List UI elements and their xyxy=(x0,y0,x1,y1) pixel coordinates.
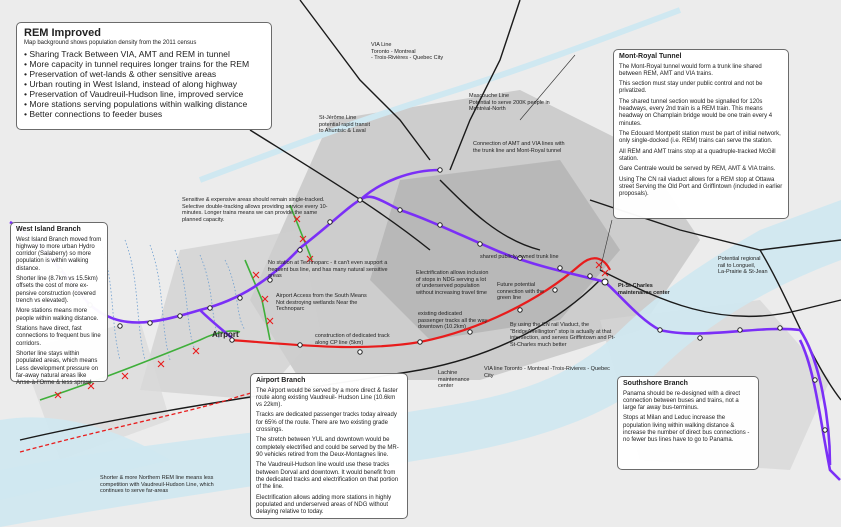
cn-viaduct-note: By using the CN rail Viaduct, the "Bridge/Wellington" stop is actually at that intersection, and serves Griffintown and Pt-St-Charles much better xyxy=(510,322,616,349)
green-line-connection-note: Future potential connection with the green line xyxy=(497,282,545,302)
improvement-item: • Urban routing in West Island, instead of along highway xyxy=(24,80,264,90)
mont-royal-paragraph: The Mont-Royal tunnel would form a trunk line shared between REM, AMT and VIA trains. xyxy=(619,63,762,77)
mont-royal-paragraph: The Edouard Montpetit station must be part of initial network, only single-docked (i.e. REM) trains can serve the station. xyxy=(619,131,781,145)
title-legend-box xyxy=(16,22,272,130)
southshore-paragraph: Stops at Milan and Leduc increase the population living within walking distance & increase the number of direct bus connections - no fewer bus lines have to go to Panama. xyxy=(623,415,750,444)
technoparc-note: No station at Technoparc - it can't even support a frequent bus line, and has many natural sensitive areas xyxy=(268,260,388,280)
southshore-branch-box xyxy=(617,376,759,470)
airport-access-note: Airport Access from the South Means Not destroying wetlands Near the Technoparc xyxy=(276,293,367,313)
mont-royal-heading: Mont-Royal Tunnel xyxy=(619,53,682,60)
map-title: REM Improved xyxy=(24,27,102,39)
west-island-paragraph: Shorter line (8.7km vs 15.5km) offsets the cost of more ex-pensive construction (covered trench vs elevated). xyxy=(16,276,98,305)
mont-royal-paragraph: This section must stay under public control and not be privatized. xyxy=(619,81,763,95)
amt-via-connection-note: Connection of AMT and VIA lines with the trunk line and Mont-Royal tunnel xyxy=(473,141,565,154)
improvement-item: • Preservation of wet-lands & other sensitive areas xyxy=(24,70,264,80)
west-island-heading: West Island Branch xyxy=(16,226,81,233)
improvement-item: • More stations serving populations within walking distance xyxy=(24,100,264,110)
via-line-north-label: VIA Line Toronto - Montreal - Trois-Rivières - Quebec City xyxy=(371,42,444,62)
airport-paragraph: Electrification allows adding more stations in highly populated and underserved areas of NDG without delaying relative to today. xyxy=(256,494,392,516)
map-subtitle: Map background shows population density from the 2011 census xyxy=(24,40,197,47)
improvement-item: • Preservation of Vaudreuil-Hudson line, improved service xyxy=(24,90,264,100)
electrification-note: Electrification allows inclusion of stops in NDG serving a lot of underserved population without increasing travel time xyxy=(416,270,489,297)
mont-royal-paragraph: All REM and AMT trains stop at a quadruple-tracked McGill station. xyxy=(619,148,776,162)
mont-royal-paragraph: Using The CN rail viaduct allows for a REM stop at Ottawa street Serving the Old Port and Griffintown (included in earlier proposals). xyxy=(619,176,783,198)
st-jerome-line-label: St-Jérôme Line potential rapid transit to Ahuntsic & Laval xyxy=(319,115,371,135)
west-island-branch-box xyxy=(10,222,108,387)
sensitive-areas-note: Sensitive & expensive areas should remain single-tracked. Selective double-tracking allows providing service every 10-minutes. Longer trains means we can provide the same planned capacity. xyxy=(182,197,328,224)
improvement-item: • Sharing Track Between VIA, AMT and REM in tunnel xyxy=(24,50,264,60)
regional-rail-label: Potential regional rail to Longueil, La-Prairie & St-Jean xyxy=(718,256,768,276)
via-line-south-label: VIA line Toronto - Montreal -Trois-Rivieres - Quebec City xyxy=(484,366,610,379)
west-island-paragraph: More stations means more people within walking distance. xyxy=(16,308,99,322)
improvement-item: • Better connections to feeder buses xyxy=(24,110,264,120)
airport-paragraph: The Airport would be served by a more direct & faster route along existing Vaudreuil- Hudson Line (10.6km vs 22km). xyxy=(256,387,398,409)
lachine-maintenance-label: Lachine maintenance center xyxy=(438,370,470,390)
mont-royal-tunnel-box xyxy=(613,49,789,219)
west-island-paragraph: West Island Branch moved from highway to more urban Hydro corridor (Salaberry) so more population is within walking distance. xyxy=(16,236,102,272)
southshore-paragraph: Panama should be re-designed with a direct connection between buses and trains, not a large far away bus-terminus. xyxy=(623,390,741,412)
pt-st-charles-label: Pt-St-Charles maintenance center xyxy=(618,283,670,296)
improvements-list xyxy=(24,50,264,120)
mascouche-line-label: Mascouche Line Potential to serve 200K people in Montréal-North xyxy=(469,93,550,113)
west-island-paragraph: Shorter line stays within populated areas, which means Less development pressure on far-away natural areas like Anse-à-l'Orme & less sprawl. xyxy=(16,350,99,387)
mont-royal-paragraph: Gare Centrale would be served by REM, AMT & VIA trains. xyxy=(619,166,776,173)
airport-paragraph: The stretch between YUL and downtown would be completely electrified and could be served by the MR-90 vehicles retired from the Deux-Montagnes line. xyxy=(256,437,399,459)
shorter-rem-note: Shorter & more Northern REM line means less competition with Vaudreuil-Hudson Line, which continues to serve far-areas xyxy=(100,475,214,495)
improvement-item: • More capacity in tunnel requires longer trains for the REM xyxy=(24,60,264,70)
airport-paragraph: Tracks are dedicated passenger tracks today already for 65% of the route. There are two existing grade crossings. xyxy=(256,412,397,434)
airport-branch-box xyxy=(250,373,408,519)
shared-trunk-line-label: shared publicly-owned trunk line xyxy=(480,254,559,260)
mont-royal-paragraph: The shared tunnel section would be signalled for 120s headways, every 2nd train is a REM train. This means headway on Champlain bridge would be one train every 4 minutes. xyxy=(619,98,773,127)
west-island-paragraph: Stations have direct, fast connections to frequent bus line corridors. xyxy=(16,325,101,347)
airport-heading: Airport Branch xyxy=(256,377,306,384)
airport-paragraph: The Vaudreuil-Hudson line would use these tracks between Dorval and downtown. It would benefit from the dedicated tracks and electrification on that portion of the line. xyxy=(256,462,399,491)
southshore-heading: Southshore Branch xyxy=(623,380,688,387)
construction-note: construction of dedicated track along CP line (5km) xyxy=(315,333,390,346)
existing-tracks-note: existing dedicated passenger tracks all the way downtown (10.2km) xyxy=(418,311,488,331)
airport-label: Airport xyxy=(212,330,239,339)
